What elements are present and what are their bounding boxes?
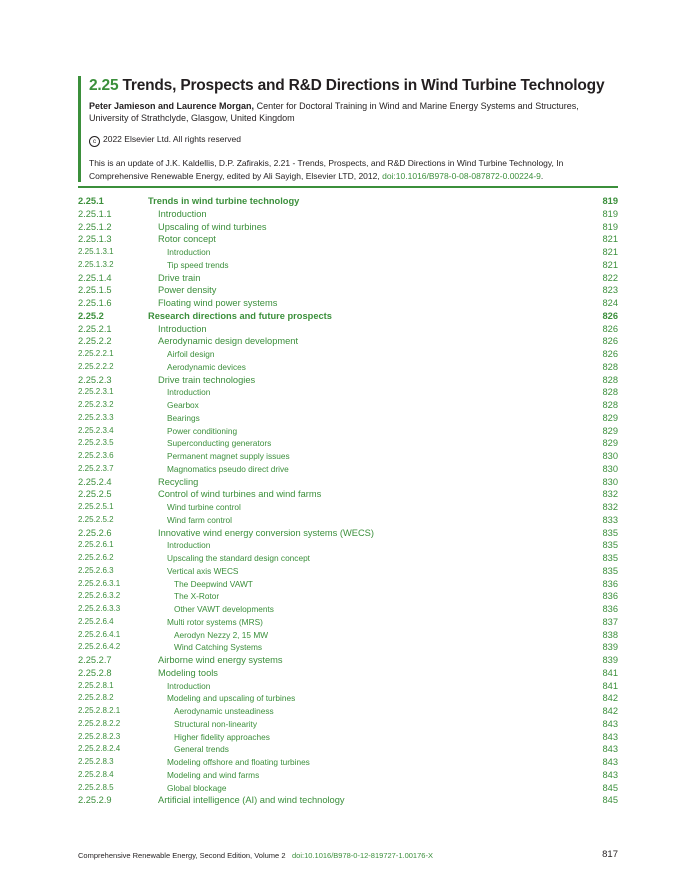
toc-entry[interactable]: [78, 527, 618, 540]
toc-entry-page: 826: [602, 323, 618, 334]
toc-entry-title[interactable]: Floating wind power systems: [158, 298, 278, 308]
toc-entry-number: 2.25.2.6.3: [78, 565, 114, 575]
toc-entry[interactable]: [78, 297, 618, 310]
toc-entry-page: 835: [602, 565, 618, 576]
toc-entry[interactable]: [78, 310, 618, 323]
toc-entry-title[interactable]: Aerodyn Nezzy 2, 15 MW: [174, 629, 269, 640]
toc-entry-title[interactable]: Introduction: [167, 540, 211, 551]
toc-entry-page: 829: [602, 412, 618, 423]
chapter-header: [78, 76, 618, 182]
table-of-contents: [78, 195, 618, 807]
toc-entry-title[interactable]: Rotor concept: [158, 234, 216, 245]
toc-entry-number: 2.25.2.3.2: [78, 400, 114, 409]
toc-entry-page: 843: [602, 757, 618, 767]
toc-entry-page: 821: [602, 259, 618, 270]
toc-entry[interactable]: [78, 259, 618, 272]
toc-entry-number: 2.25.2.8.4: [78, 769, 114, 779]
toc-entry[interactable]: [78, 539, 618, 552]
page-footer: [78, 851, 618, 861]
toc-entry-page: 836: [602, 591, 618, 602]
toc-entry-number: 2.25.2.3.4: [78, 425, 114, 435]
toc-entry-number: 2.25.2.3.3: [78, 412, 114, 422]
toc-entry-page: 835: [602, 553, 618, 563]
toc-entry-title[interactable]: Introduction: [167, 387, 211, 398]
toc-entry-number: 2.25.2.6.3.3: [78, 604, 121, 613]
toc-entry-page: 835: [602, 540, 618, 551]
chapter-number: 2.25: [89, 77, 119, 94]
toc-entry-page: 828: [602, 374, 618, 385]
toc-entry-page: 843: [602, 718, 618, 729]
toc-entry-title[interactable]: Introduction: [158, 208, 207, 219]
toc-entry-page: 819: [602, 221, 618, 232]
toc-entry-number: 2.25.2.3.5: [78, 438, 114, 448]
copyright-icon: c: [89, 136, 100, 147]
toc-entry-title[interactable]: Gearbox: [167, 400, 199, 410]
toc-entry[interactable]: [78, 412, 618, 425]
toc-entry-page: 826: [602, 349, 618, 359]
toc-entry-number: 2.25.1.6: [78, 298, 112, 308]
toc-entry-number: 2.25.2.8.2.2: [78, 718, 121, 728]
toc-entry[interactable]: [78, 769, 618, 782]
toc-entry-number: 2.25.2.2.2: [78, 361, 114, 371]
toc-entry-page: 828: [602, 387, 618, 398]
toc-entry-page: 841: [602, 667, 618, 678]
toc-entry-title[interactable]: Modeling tools: [158, 667, 218, 678]
toc-entry-number: 2.25.2.6.3.2: [78, 591, 121, 601]
toc-entry-page: 826: [602, 336, 618, 347]
chapter-title: [89, 76, 618, 96]
toc-entry-page: 830: [602, 476, 618, 487]
toc-entry-title[interactable]: Structural non-linearity: [174, 718, 258, 729]
copyright-text: 2022 Elsevier Ltd. All rights reserved: [103, 134, 241, 144]
toc-entry-page: 833: [602, 514, 618, 525]
toc-entry-title[interactable]: Modeling offshore and floating turbines: [167, 757, 310, 767]
toc-entry[interactable]: [78, 323, 618, 336]
toc-entry[interactable]: [78, 233, 618, 246]
toc-entry-page: 842: [602, 693, 618, 704]
toc-entry-page: 829: [602, 438, 618, 449]
toc-entry-page: 836: [602, 578, 618, 589]
toc-entry-title[interactable]: Other VAWT developments: [174, 604, 274, 614]
toc-entry-number: 2.25.2.7: [78, 655, 112, 665]
toc-entry[interactable]: [78, 731, 618, 744]
toc-entry-page: 839: [602, 642, 618, 653]
toc-entry-title[interactable]: Vertical axis WECS: [167, 565, 239, 576]
toc-entry-number: 2.25.2.8: [78, 667, 112, 678]
author-names: Peter Jamieson and Laurence Morgan,: [89, 101, 255, 111]
toc-entry-number: 2.25.2.6.4.1: [78, 629, 121, 639]
toc-entry-number: 2.25.2.3.6: [78, 451, 114, 460]
header-divider: [78, 186, 618, 188]
toc-entry[interactable]: [78, 641, 618, 654]
toc-entry[interactable]: [78, 578, 618, 591]
author-affiliation: Center for Doctoral Training in Wind and Marine Energy Systems and Structures, University of Strathclyde, Glasgow, United Kingdom: [89, 101, 579, 123]
toc-entry-number: 2.25.1: [78, 196, 104, 206]
toc-entry-page: 845: [602, 795, 618, 806]
toc-entry[interactable]: [78, 425, 618, 438]
toc-entry-title[interactable]: Wind farm control: [167, 514, 233, 525]
toc-entry[interactable]: [78, 565, 618, 578]
toc-entry-page: 828: [602, 361, 618, 372]
toc-entry-title[interactable]: Upscaling the standard design concept: [167, 553, 310, 563]
toc-entry[interactable]: [78, 552, 618, 565]
toc-entry-number: 2.25.2.8.2.4: [78, 744, 121, 754]
toc-entry-number: 2.25.2.6.4: [78, 616, 114, 626]
toc-entry-title[interactable]: Multi rotor systems (MRS): [167, 616, 263, 627]
toc-entry-page: 832: [602, 489, 618, 500]
toc-entry-title[interactable]: Upscaling of wind turbines: [158, 221, 267, 232]
toc-entry-number: 2.25.2.5.1: [78, 502, 114, 511]
toc-entry-page: 822: [602, 272, 618, 283]
toc-entry-title[interactable]: Power conditioning: [167, 425, 238, 436]
toc-entry-page: 845: [602, 782, 618, 793]
toc-entry-title[interactable]: Higher fidelity approaches: [174, 731, 270, 742]
toc-entry-number: 2.25.2.6.3.1: [78, 578, 121, 588]
toc-entry-page: 836: [602, 604, 618, 614]
toc-entry[interactable]: [78, 374, 618, 387]
toc-entry[interactable]: [78, 667, 618, 680]
toc-entry-title[interactable]: Drive train technologies: [158, 374, 256, 385]
toc-entry-number: 2.25.2.8.5: [78, 782, 114, 792]
toc-entry-title[interactable]: Aerodynamic design development: [158, 336, 299, 347]
toc-entry-title[interactable]: Artificial intelligence (AI) and wind technology: [158, 795, 345, 806]
toc-entry-title[interactable]: Superconducting generators: [167, 438, 272, 449]
toc-entry-number: 2.25.2.6.1: [78, 540, 114, 550]
toc-entry-title[interactable]: Permanent magnet supply issues: [167, 451, 290, 461]
toc-entry-number: 2.25.2.8.1: [78, 680, 114, 690]
footer-doi-link[interactable]: doi:10.1016/B978-0-12-819727-1.00176-X: [292, 851, 433, 860]
toc-entry-page: 824: [602, 298, 618, 308]
toc-entry[interactable]: [78, 272, 618, 285]
toc-entry-page: 841: [602, 680, 618, 691]
toc-entry-number: 2.25.2.6.2: [78, 553, 114, 562]
toc-entry-page: 819: [602, 196, 618, 206]
toc-entry[interactable]: [78, 743, 618, 756]
toc-entry-page: 828: [602, 400, 618, 410]
toc-entry[interactable]: [78, 246, 618, 259]
toc-entry-page: 823: [602, 285, 618, 296]
toc-entry-title[interactable]: Global blockage: [167, 782, 227, 793]
toc-entry-page: 842: [602, 706, 618, 716]
toc-entry-title[interactable]: Drive train: [158, 272, 201, 283]
toc-entry-number: 2.25.2.1: [78, 323, 112, 334]
toc-entry-number: 2.25.2.8.2.3: [78, 731, 121, 741]
toc-entry-title[interactable]: Aerodynamic unsteadiness: [174, 706, 274, 716]
toc-entry-title[interactable]: Trends in wind turbine technology: [148, 196, 300, 206]
toc-entry[interactable]: [78, 629, 618, 642]
toc-entry-title[interactable]: The X-Rotor: [174, 591, 220, 602]
toc-entry-number: 2.25.2.4: [78, 476, 112, 487]
update-note: [89, 157, 618, 182]
toc-entry[interactable]: [78, 680, 618, 693]
toc-entry-number: 2.25.2.3.1: [78, 387, 114, 397]
toc-entry[interactable]: [78, 705, 618, 718]
toc-entry-title[interactable]: Wind turbine control: [167, 502, 241, 512]
toc-entry-title[interactable]: Bearings: [167, 412, 200, 423]
toc-entry[interactable]: [78, 463, 618, 476]
update-note-end: .: [540, 170, 544, 181]
update-note-text: This is an update of J.K. Kaldellis, D.P. Zafirakis, 2.21 - Trends, Prospects, and R&D Directions in Wind Turbine Technology, In Comprehensive Renewable Energy, edited by Ali Sayigh, Elsevier LTD, 2012,: [89, 158, 564, 181]
toc-entry[interactable]: [78, 437, 618, 450]
toc-entry[interactable]: [78, 692, 618, 705]
toc-entry-number: 2.25.2.8.2: [78, 693, 114, 703]
toc-entry-page: 837: [602, 616, 618, 627]
toc-entry-number: 2.25.2.3: [78, 374, 112, 385]
toc-entry-page: 843: [602, 731, 618, 742]
toc-entry-title[interactable]: Modeling and wind farms: [167, 769, 260, 780]
toc-entry-title[interactable]: Aerodynamic devices: [167, 361, 246, 372]
toc-entry-title[interactable]: Airborne wind energy systems: [158, 655, 283, 665]
toc-entry-title[interactable]: Airfoil design: [167, 349, 215, 359]
toc-entry-title[interactable]: Tip speed trends: [167, 259, 229, 270]
toc-entry-title[interactable]: Power density: [158, 285, 217, 296]
toc-entry-page: 843: [602, 744, 618, 755]
toc-entry[interactable]: [78, 361, 618, 374]
toc-entry[interactable]: [78, 616, 618, 629]
toc-entry[interactable]: [78, 195, 618, 208]
toc-entry-page: 826: [602, 310, 618, 321]
toc-entry-title[interactable]: Modeling and upscaling of turbines: [167, 693, 296, 704]
toc-entry[interactable]: [78, 514, 618, 527]
toc-entry-page: 835: [602, 527, 618, 538]
toc-entry[interactable]: [78, 221, 618, 234]
toc-entry-page: 832: [602, 502, 618, 512]
toc-entry-page: 830: [602, 451, 618, 461]
toc-entry[interactable]: [78, 501, 618, 514]
toc-entry-number: 2.25.2: [78, 310, 104, 321]
toc-entry[interactable]: [78, 654, 618, 667]
toc-entry[interactable]: [78, 476, 618, 489]
toc-entry[interactable]: [78, 794, 618, 807]
toc-entry-page: 829: [602, 425, 618, 436]
chapter-title-text: Trends, Prospects and R&D Directions in Wind Turbine Technology: [122, 77, 605, 94]
toc-entry-title[interactable]: Wind Catching Systems: [174, 642, 263, 653]
toc-entry[interactable]: [78, 386, 618, 399]
toc-entry-number: 2.25.2.5: [78, 489, 112, 500]
toc-entry-number: 2.25.2.2: [78, 336, 112, 347]
toc-entry-number: 2.25.1.3: [78, 234, 112, 245]
toc-entry-title[interactable]: General trends: [174, 744, 229, 755]
toc-entry-number: 2.25.2.6.4.2: [78, 642, 121, 652]
toc-entry-page: 819: [602, 208, 618, 219]
footer-book-title: Comprehensive Renewable Energy, Second Edition, Volume 2: [78, 851, 286, 860]
authors: [89, 100, 618, 124]
toc-entry-page: 839: [602, 655, 618, 665]
toc-entry-page: 830: [602, 463, 618, 474]
toc-entry-number: 2.25.2.5.2: [78, 514, 114, 524]
update-note-doi-link[interactable]: doi:10.1016/B978-0-08-087872-0.00224-9: [382, 170, 541, 181]
toc-entry-number: 2.25.1.3.2: [78, 259, 114, 269]
toc-entry-title[interactable]: Introduction: [158, 323, 207, 334]
toc-entry-title[interactable]: Research directions and future prospects: [148, 310, 332, 321]
toc-entry-page: 838: [602, 629, 618, 640]
toc-entry[interactable]: [78, 208, 618, 221]
toc-entry-title[interactable]: Introduction: [167, 680, 211, 691]
toc-entry[interactable]: [78, 590, 618, 603]
toc-entry-number: 2.25.1.5: [78, 285, 112, 296]
toc-entry[interactable]: [78, 284, 618, 297]
toc-entry[interactable]: [78, 399, 618, 412]
page-number: 817: [602, 849, 618, 860]
toc-entry[interactable]: [78, 348, 618, 361]
toc-entry-number: 2.25.2.8.2.1: [78, 706, 121, 715]
toc-entry-number: 2.25.1.1: [78, 208, 112, 219]
toc-entry-title[interactable]: Magnomatics pseudo direct drive: [167, 463, 289, 474]
toc-entry-title[interactable]: Control of wind turbines and wind farms: [158, 489, 322, 500]
toc-entry-number: 2.25.2.9: [78, 795, 112, 806]
toc-entry[interactable]: [78, 603, 618, 616]
toc-entry-number: 2.25.2.6: [78, 527, 112, 538]
toc-entry-title[interactable]: The Deepwind VAWT: [174, 578, 253, 589]
toc-entry-page: 821: [602, 247, 618, 257]
toc-entry[interactable]: [78, 450, 618, 463]
toc-entry-title[interactable]: Innovative wind energy conversion systems (WECS): [158, 527, 374, 538]
toc-entry-page: 843: [602, 769, 618, 780]
toc-entry-number: 2.25.2.2.1: [78, 349, 114, 358]
toc-entry[interactable]: [78, 718, 618, 731]
toc-entry-number: 2.25.2.8.3: [78, 757, 114, 766]
copyright-line: [89, 134, 618, 147]
toc-entry-number: 2.25.1.3.1: [78, 247, 114, 256]
toc-entry[interactable]: [78, 488, 618, 501]
toc-entry-number: 2.25.1.4: [78, 272, 112, 283]
toc-entry-page: 821: [602, 234, 618, 245]
toc-entry[interactable]: [78, 756, 618, 769]
toc-entry[interactable]: [78, 782, 618, 795]
toc-entry-title[interactable]: Recycling: [158, 476, 199, 487]
toc-entry[interactable]: [78, 335, 618, 348]
toc-entry-number: 2.25.2.3.7: [78, 463, 114, 473]
toc-entry-title[interactable]: Introduction: [167, 247, 211, 257]
toc-entry-number: 2.25.1.2: [78, 221, 112, 232]
